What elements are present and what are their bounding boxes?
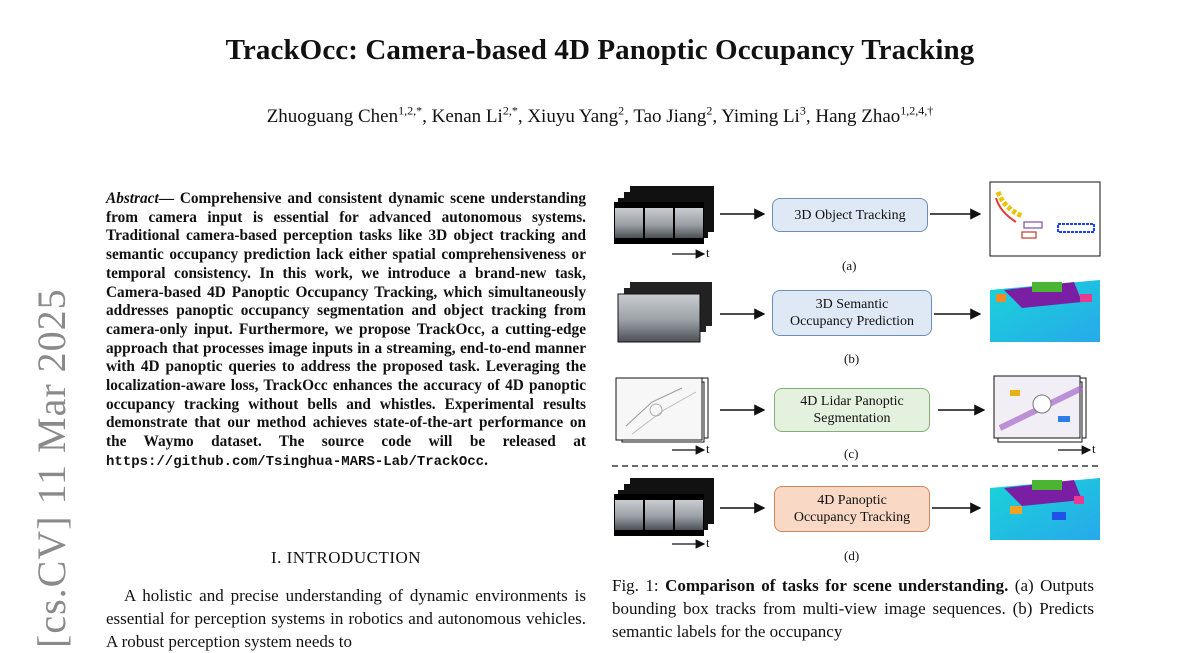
figure-1 <box>612 178 1108 570</box>
task-box-semantic-occupancy: 3D Semantic Occupancy Prediction <box>772 290 932 336</box>
code-url[interactable]: https://github.com/Tsinghua-MARS-Lab/TrackOcc <box>106 453 485 470</box>
image-sequence-d <box>614 478 714 536</box>
subfigure-label-d: (d) <box>844 548 860 563</box>
intro-paragraph: A holistic and precise understanding of dynamic environments is essential for perception systems in robotics and autonomous vehicles. A robust perception system needs to <box>106 586 586 651</box>
tracking-output-a <box>990 182 1100 256</box>
author: Hang Zhao$^{1,2,4,\dagger}$ <box>815 104 934 128</box>
subfigure-label-c: (c) <box>844 446 859 461</box>
paper-title: TrackOcc: Camera-based 4D Panoptic Occupancy Tracking <box>225 34 975 66</box>
task-box-3d-object-tracking: 3D Object Tracking <box>772 198 928 232</box>
figure-caption: Fig. 1: Comparison of tasks for scene understanding. (a) Outputs bounding box tracks from multi-view image sequences. (b) Predicts semantic labels for the occupancy <box>612 576 1094 641</box>
section-heading: I. INTRODUCTION <box>270 548 422 567</box>
abstract-body: Comprehensive and consistent dynamic scene understanding from camera input is essential for advanced autonomous systems. Traditional camera-based perception tasks like 3D object tracking and semantic occupancy prediction lack either spatial comprehensiveness or temporal consistency. In this work, we introduce a brand-new task, Camera-based 4D Panoptic Occupancy Tracking, which simultaneously addresses panoptic occupancy segmentation and object tracking from camera-only input. Furthermore, we propose TrackOcc, a cutting-edge approach that processes image inputs in a streaming, end-to-end manner with 4D panoptic queries to address the proposed task. Leveraging the localization-aware loss, TrackOcc enhances the accuracy of 4D panoptic occupancy tracking without bells and whistles. Experimental results demonstrate that our method achieves state-of-the-art performance on the Waymo dataset. The source code will be released at <box>106 190 586 451</box>
subfigure-label-b: (b) <box>844 351 860 366</box>
author: Yiming Li$^3$, <box>721 104 816 128</box>
subfigure-label-a: (a) <box>842 258 857 273</box>
point-cloud-sequence-c <box>616 378 708 442</box>
time-label: t <box>706 245 710 260</box>
time-label: t <box>706 441 710 456</box>
task-box-lidar-panoptic: 4D Lidar Panoptic Segmentation <box>774 388 930 432</box>
abstract-label: Abstract <box>106 190 159 207</box>
abstract: Abstract— Comprehensive and consistent dynamic scene understanding from camera input is essential for advanced autonomous systems. Traditional camera-based perception tasks like 3D object tracking and semantic occupancy prediction lack either spatial comprehensiveness or temporal consistency. In this work, we introduce a brand-new task, Camera-based 4D Panoptic Occupancy Tracking, which simultaneously addresses panoptic occupancy segmentation and object tracking from camera-only input. Furthermore, we propose TrackOcc, a cutting-edge approach that processes image inputs in a streaming, end-to-end manner with 4D panoptic queries to address the proposed task. Leveraging the localization-aware loss, TrackOcc enhances the accuracy of 4D panoptic occupancy tracking without bells and whistles. Experimental results demonstrate that our method achieves state-of-the-art performance on the Waymo dataset. The source code will be released at https://github.com/Tsinghua-MARS-Lab/TrackOcc. <box>106 190 586 470</box>
author-list <box>0 104 1200 128</box>
panoptic-occupancy-output-d <box>990 478 1100 540</box>
time-label: t <box>706 535 710 550</box>
author: Zhuoguang Chen$^{1,2,*}$, <box>266 104 432 128</box>
author: Tao Jiang$^2$, <box>633 104 722 128</box>
arxiv-stamp: [cs.CV] 11 Mar 2025 <box>29 288 74 648</box>
author: Kenan $Li^{2,*}$, <box>431 104 528 128</box>
occupancy-output-b <box>990 280 1100 342</box>
author: Xiuyu Yang$^2$, <box>527 104 634 128</box>
image-sequence-b <box>618 282 712 342</box>
image-sequence-a <box>614 186 714 244</box>
time-label: t <box>1092 441 1096 456</box>
panoptic-lidar-output-c <box>994 376 1086 442</box>
task-box-panoptic-occupancy-tracking: 4D Panoptic Occupancy Tracking <box>774 486 930 532</box>
